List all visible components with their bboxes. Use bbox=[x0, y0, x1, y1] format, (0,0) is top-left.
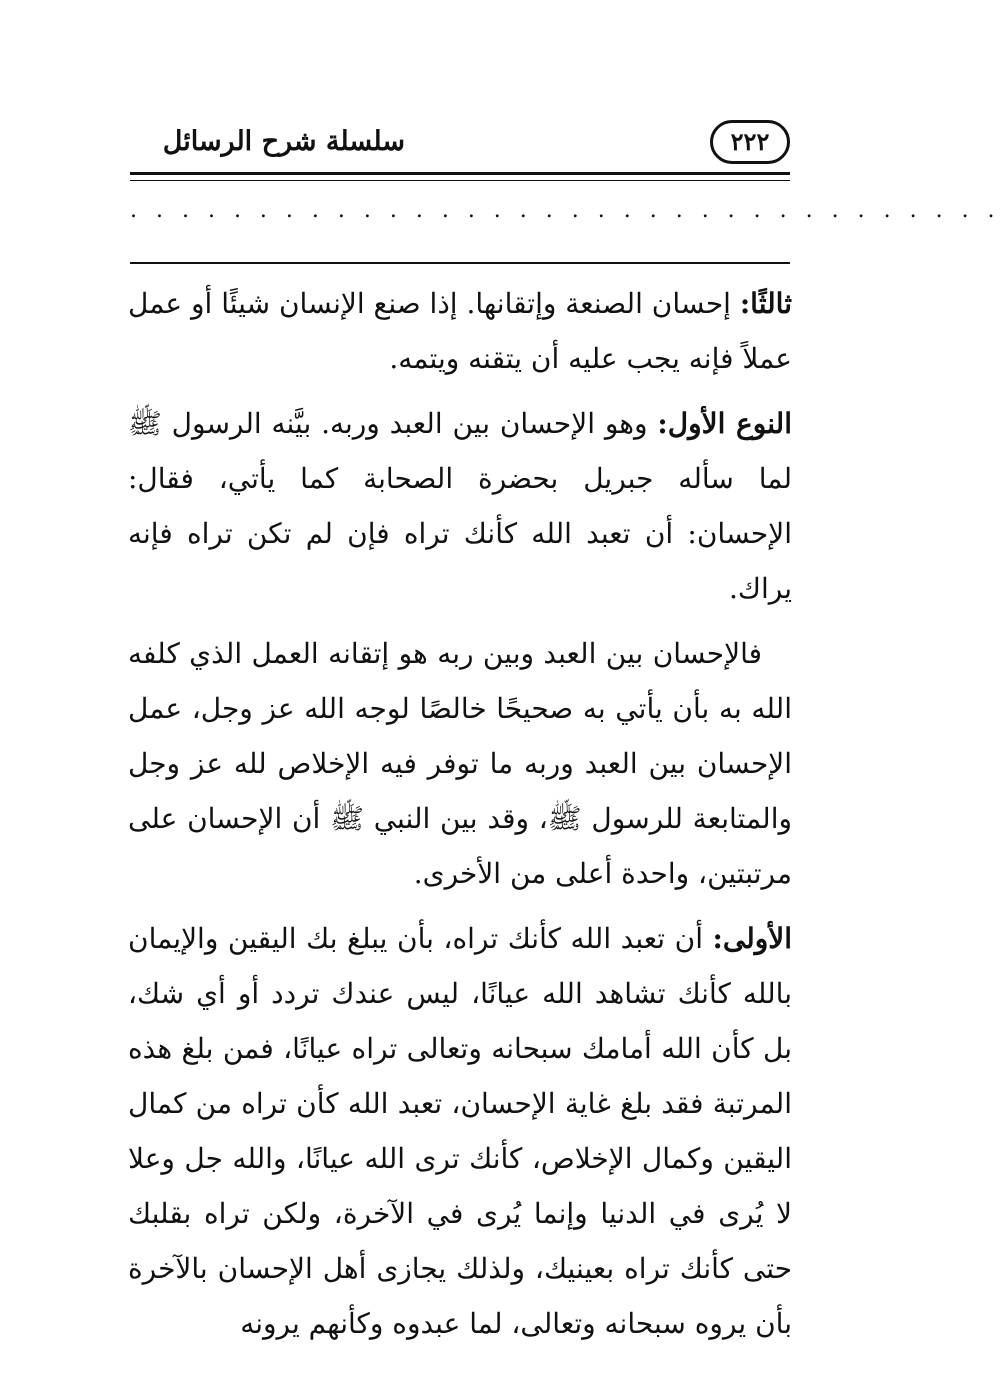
paragraph-lead: النوع الأول: bbox=[657, 407, 792, 440]
paragraph-text: وهو الإحسان بين العبد وربه. بيَّنه الرسول ﷺ لما سأله جبريل بحضرة الصحابة كما يأتي، فقال: الإحسان: أن تعبد الله كأنك تراه فإن لم تكن تراه فإنه يراك. bbox=[128, 407, 792, 605]
header-rule-thin bbox=[130, 180, 790, 181]
paragraph-lead: الأولى: bbox=[712, 922, 792, 955]
paragraph-first-type bbox=[128, 396, 792, 616]
paragraph-lead: ثالثًا: bbox=[739, 287, 792, 320]
paragraph-thirdly bbox=[128, 276, 792, 386]
body-rule bbox=[130, 262, 790, 264]
paragraph-ihsan bbox=[128, 626, 792, 901]
paragraph-text: إحسان الصنعة وإتقانها. إذا صنع الإنسان شيئًا أو عمل عملاً فإنه يجب عليه أن يتقنه ويتمه. bbox=[128, 287, 792, 375]
paragraph-text: فالإحسان بين العبد وبين ربه هو إتقانه العمل الذي كلفه الله به بأن يأتي به صحيحًا خالصًا لوجه الله عز وجل، عمل الإحسان بين العبد وربه ما توفر فيه الإخلاص لله عز وجل والمتابعة للرسول ﷺ، وقد بين النبي ﷺ أن الإحسان على مرتبتين، واحدة أعلى من الأخرى. bbox=[128, 637, 792, 890]
dotted-separator: . . . . . . . . . . . . . . . . . . . . . . . . . . . . . . . . . . bbox=[130, 198, 1001, 223]
header-rule-thick bbox=[130, 172, 790, 175]
series-title: سلسلة شرح الرسائل bbox=[162, 126, 405, 157]
page-body bbox=[128, 276, 792, 1361]
paragraph-first-level bbox=[128, 911, 792, 1351]
page-header bbox=[130, 120, 790, 172]
page-number-badge: ٢٢٢ bbox=[710, 120, 790, 164]
paragraph-text: أن تعبد الله كأنك تراه، بأن يبلغ بك اليقين والإيمان بالله كأنك تشاهد الله عيانًا، ليس عندك تردد أو أي شك، بل كأن الله أمامك سبحانه وتعالى تراه عيانًا، فمن بلغ هذه المرتبة فقد بلغ غاية الإحسان، تعبد الله كأن تراه من كمال اليقين وكمال الإخلاص، كأنك ترى الله عيانًا، والله جل وعلا لا يُرى في الدنيا وإنما يُرى في الآخرة، ولكن تراه بقلبك حتى كأنك تراه بعينيك، ولذلك يجازى أهل الإحسان بالآخرة بأن يروه سبحانه وتعالى، لما عبدوه وكأنهم يرونه bbox=[128, 922, 792, 1340]
